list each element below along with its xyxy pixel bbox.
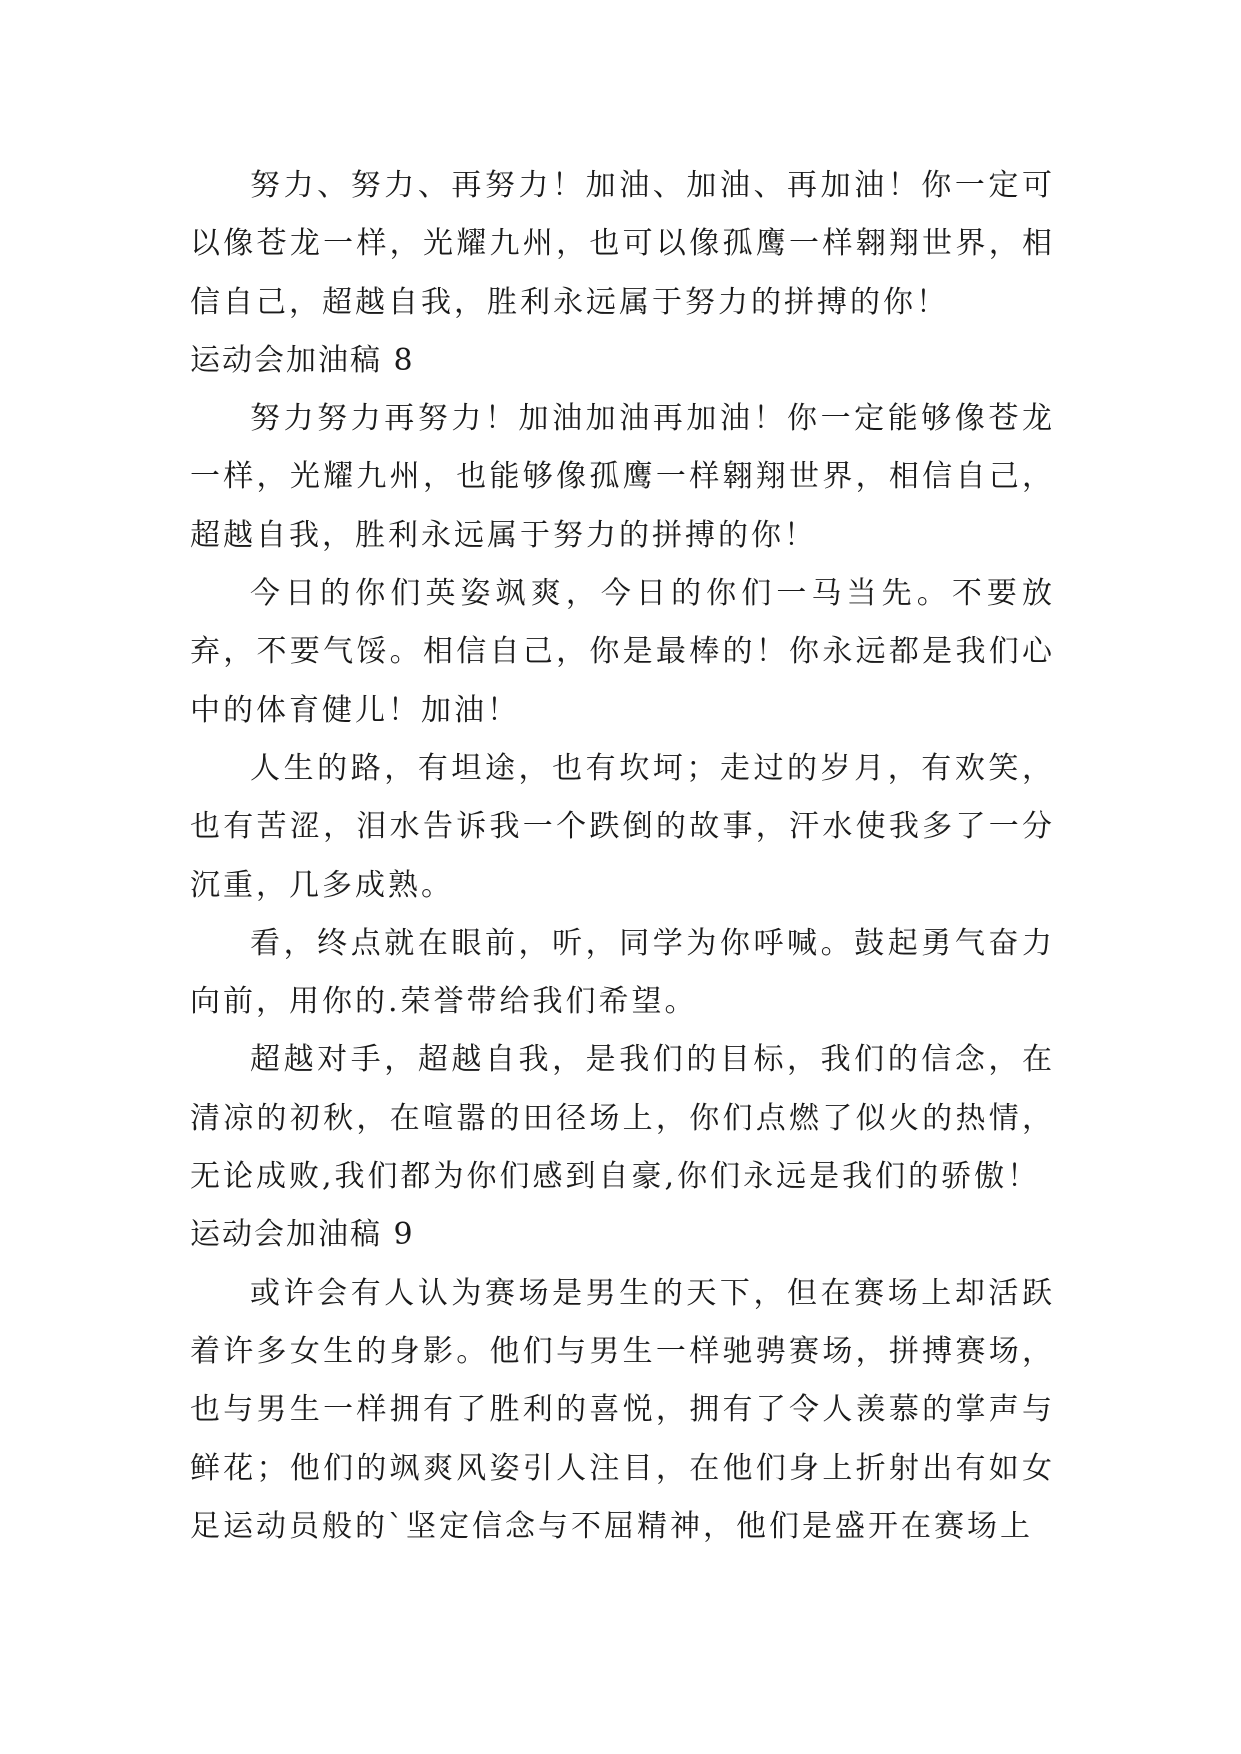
paragraph: 看，终点就在眼前，听，同学为你呼喊。鼓起勇气奋力向前，用你的.荣誉带给我们希望。: [190, 925, 1055, 1020]
paragraph: 努力、努力、再努力！加油、加油、再加油！你一定可以像苍龙一样，光耀九州，也可以像孤鹰一样翱翔世界，相信自己，超越自我，胜利永远属于努力的拼搏的你！: [190, 168, 1055, 320]
section-heading: 运动会加油稿 8: [190, 342, 415, 378]
paragraph: 超越对手，超越自我，是我们的目标，我们的信念，在清凉的初秋，在喧嚣的田径场上，你们点燃了似火的热情，无论成败,我们都为你们感到自豪,你们永远是我们的骄傲！: [190, 1042, 1055, 1195]
paragraph: 今日的你们英姿飒爽，今日的你们一马当先。不要放弃，不要气馁。相信自己，你是最棒的！你永远都是我们心中的体育健儿！加油！: [190, 576, 1055, 728]
document-body: [190, 157, 1055, 1556]
paragraph: 人生的路，有坦途，也有坎坷；走过的岁月，有欢笑，也有苦涩，泪水告诉我一个跌倒的故事，汗水使我多了一分沉重，几多成熟。: [190, 750, 1055, 903]
section-heading: 运动会加油稿 9: [190, 1217, 415, 1253]
paragraph: 努力努力再努力！加油加油再加油！你一定能够像苍龙一样，光耀九州，也能够像孤鹰一样翱翔世界，相信自己，超越自我，胜利永远属于努力的拼搏的你！: [190, 401, 1055, 553]
paragraph: 或许会有人认为赛场是男生的天下，但在赛场上却活跃着许多女生的身影。他们与男生一样驰骋赛场，拼搏赛场，也与男生一样拥有了胜利的喜悦，拥有了令人羡慕的掌声与鲜花；他们的飒爽风姿引人注目，在他们身上折射出有如女足运动员般的`坚定信念与不屈精神，他们是盛开在赛场上: [190, 1275, 1055, 1544]
